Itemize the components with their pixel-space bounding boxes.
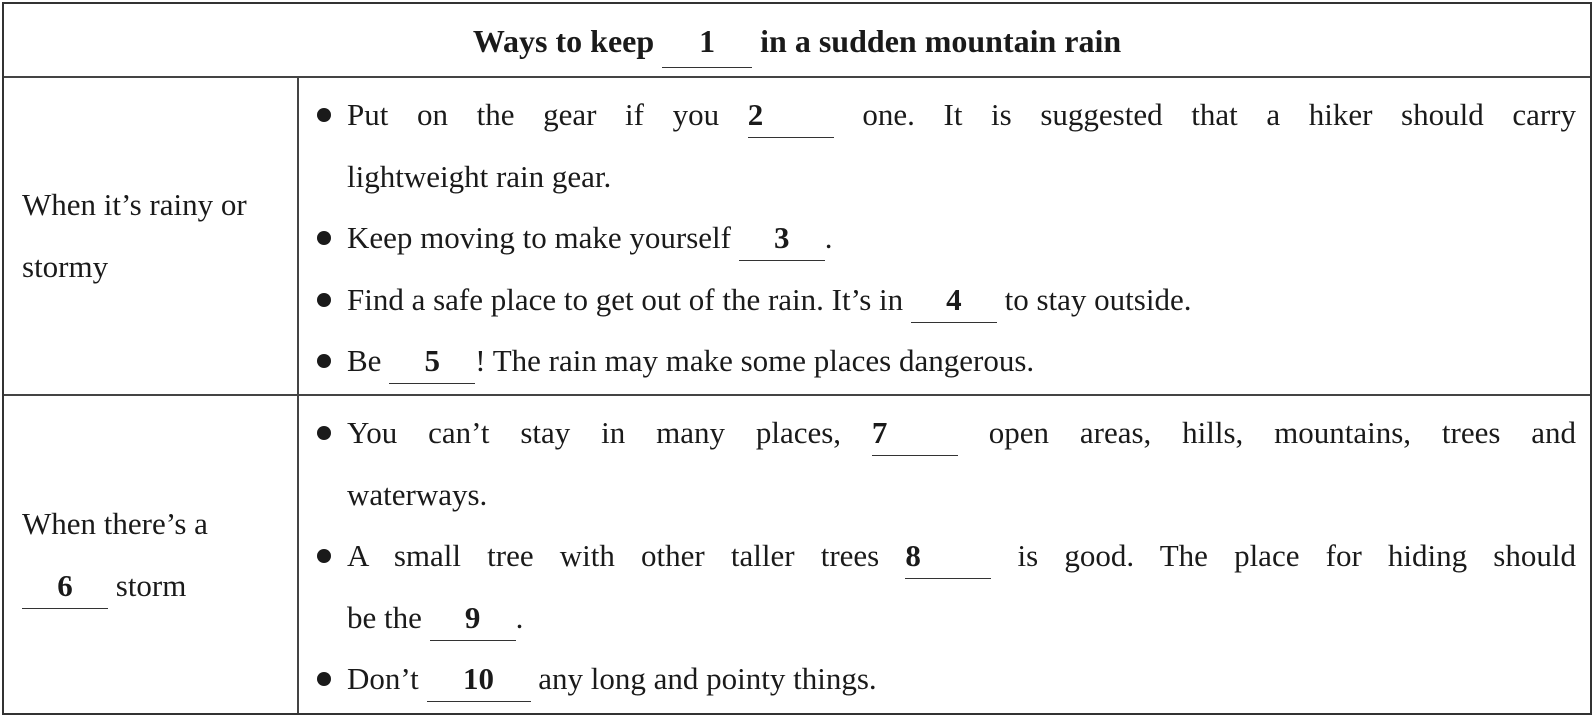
bullet-dot-icon xyxy=(317,231,331,245)
bullet-text: any long and pointy things. xyxy=(538,661,877,696)
bullet-line xyxy=(347,207,1576,269)
blank-4[interactable]: 4 xyxy=(911,278,997,323)
blank-3[interactable]: 3 xyxy=(739,216,825,261)
blank-8[interactable]: 8 xyxy=(905,534,991,579)
bullet-text: . xyxy=(515,599,524,635)
bullet-dot-icon xyxy=(317,426,331,440)
bullet-dot-icon xyxy=(317,672,331,686)
bullet-dot-icon xyxy=(317,293,331,307)
bullet-text: . xyxy=(824,220,833,255)
bullet-line xyxy=(347,464,1576,526)
bullet-text: open areas, hills, mountains, trees and xyxy=(988,415,1577,450)
label-line-2 xyxy=(22,555,281,617)
label-cell-rainy xyxy=(4,78,299,394)
bullet-line xyxy=(347,587,1576,649)
blank-7[interactable]: 7 xyxy=(872,411,958,456)
content-cell-storm xyxy=(299,396,1590,713)
bullet-dot-icon xyxy=(317,354,331,368)
blank-1[interactable]: 1 xyxy=(662,15,752,68)
list-item xyxy=(317,525,1576,648)
bullet-dot-icon xyxy=(317,108,331,122)
table-title xyxy=(4,4,1590,78)
title-text-before: Ways to keep xyxy=(472,23,655,59)
list-item xyxy=(317,269,1576,331)
worksheet-table xyxy=(2,2,1592,715)
bullet-text: Find a safe place to get out of the rain. It’s in xyxy=(347,281,904,317)
list-item xyxy=(317,84,1576,207)
blank-2[interactable]: 2 xyxy=(748,93,834,138)
bullet-text: Keep moving to make yourself xyxy=(347,220,731,255)
blank-6[interactable]: 6 xyxy=(22,564,108,609)
bullet-text: lightweight rain gear. xyxy=(347,158,612,194)
row-storm xyxy=(4,396,1590,713)
list-item xyxy=(317,402,1576,525)
label-text: storm xyxy=(115,567,187,603)
bullet-text: ! The rain may make some places dangerous. xyxy=(475,343,1035,378)
bullet-text: A small tree with other taller trees xyxy=(347,538,880,573)
label-text: When there’s a xyxy=(22,505,208,541)
list-item xyxy=(317,330,1576,392)
bullet-line xyxy=(347,84,1576,146)
content-cell-rainy xyxy=(299,78,1590,394)
bullet-line xyxy=(347,525,1576,587)
bullet-line xyxy=(347,648,1576,710)
bullet-text: Don’t xyxy=(347,661,419,696)
bullet-line xyxy=(347,269,1576,331)
bullet-text: to stay outside. xyxy=(1004,281,1192,317)
blank-10[interactable]: 10 xyxy=(427,657,531,702)
bullet-text: Put on the gear if you xyxy=(347,97,720,132)
list-item xyxy=(317,648,1576,710)
bullet-text: You can’t stay in many places, xyxy=(347,415,842,450)
blank-9[interactable]: 9 xyxy=(430,596,516,641)
bullet-text: Be xyxy=(347,343,382,378)
row-rainy xyxy=(4,78,1590,396)
label-cell-storm xyxy=(4,396,299,713)
bullet-dot-icon xyxy=(317,549,331,563)
list-item xyxy=(317,207,1576,269)
bullet-line xyxy=(347,330,1576,392)
label-storm xyxy=(22,493,281,617)
title-text-after: in a sudden mountain rain xyxy=(760,23,1122,59)
bullet-line xyxy=(347,146,1576,208)
bullet-text: is good. The place for hiding should xyxy=(1017,538,1576,573)
bullet-line xyxy=(347,402,1576,464)
bullet-text: be the xyxy=(347,599,422,635)
label-rainy: When it’s rainy or stormy xyxy=(22,187,247,284)
bullet-text: one. It is suggested that a hiker should carry xyxy=(862,97,1576,132)
blank-5[interactable]: 5 xyxy=(389,339,475,384)
bullet-text: waterways. xyxy=(347,476,488,512)
